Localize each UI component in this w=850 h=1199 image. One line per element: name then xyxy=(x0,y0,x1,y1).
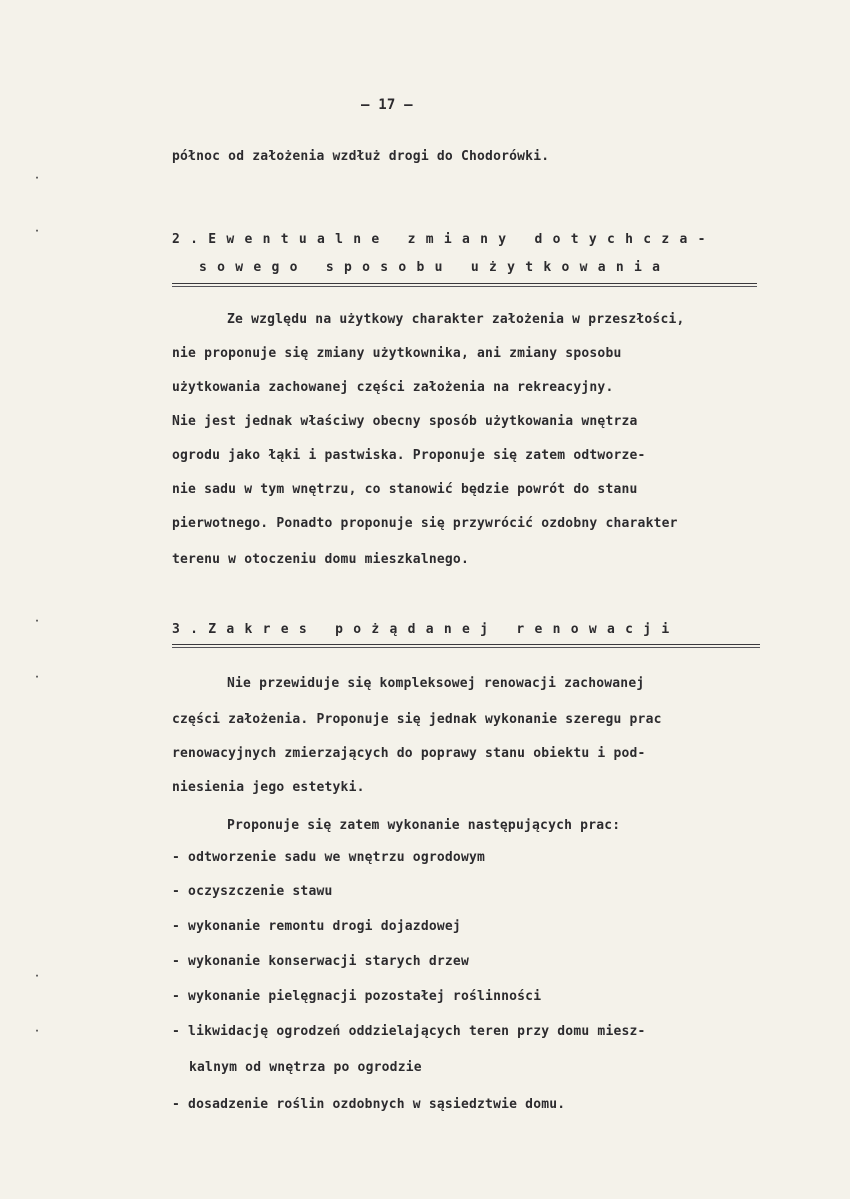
list-item-continuation: kalnym od wnętrza po ogrodzie xyxy=(189,1060,422,1075)
paragraph-line: nie sadu w tym wnętrzu, co stanowić będzie powrót do stanu xyxy=(172,482,638,497)
margin-mark: · xyxy=(34,672,41,683)
paragraph-line: Nie przewiduje się kompleksowej renowacji zachowanej xyxy=(227,676,645,691)
page-number: – 17 – xyxy=(361,97,413,113)
margin-mark: · xyxy=(34,616,41,627)
list-item: - wykonanie pielęgnacji pozostałej roślinności xyxy=(172,989,542,1004)
section-3-underline xyxy=(172,644,760,648)
paragraph-line: części założenia. Proponuje się jednak wykonanie szeregu prac xyxy=(172,712,662,727)
paragraph-line: Ze względu na użytkowy charakter założenia w przeszłości, xyxy=(227,312,685,327)
section-2-heading-line-2: sowego sposobu użytkowania xyxy=(199,260,671,275)
margin-mark: · xyxy=(34,1026,41,1037)
list-item: - dosadzenie roślin ozdobnych w sąsiedztwie domu. xyxy=(172,1097,566,1112)
list-item: - likwidację ogrodzeń oddzielających teren przy domu miesz- xyxy=(172,1024,646,1039)
paragraph-line: pierwotnego. Ponadto proponuje się przywrócić ozdobny charakter xyxy=(172,516,678,531)
list-item: - wykonanie konserwacji starych drzew xyxy=(172,954,469,969)
paragraph-line: niesienia jego estetyki. xyxy=(172,780,365,795)
margin-mark: · xyxy=(34,971,41,982)
paragraph-line: Proponuje się zatem wykonanie następujących prac: xyxy=(227,818,621,833)
margin-mark: · xyxy=(34,173,41,184)
list-item: - wykonanie remontu drogi dojazdowej xyxy=(172,919,461,934)
paragraph-line: ogrodu jako łąki i pastwiska. Proponuje się zatem odtworze- xyxy=(172,448,646,463)
section-2-underline xyxy=(172,283,757,287)
paragraph-line: północ od założenia wzdłuż drogi do Chodorówki. xyxy=(172,149,550,164)
paragraph-line: terenu w otoczeniu domu mieszkalnego. xyxy=(172,552,469,567)
paragraph-line: Nie jest jednak właściwy obecny sposób użytkowania wnętrza xyxy=(172,414,638,429)
paragraph-line: użytkowania zachowanej części założenia na rekreacyjny. xyxy=(172,380,614,395)
paragraph-line: nie proponuje się zmiany użytkownika, ani zmiany sposobu xyxy=(172,346,622,361)
margin-mark: · xyxy=(34,226,41,237)
section-2-heading-line-1: 2.Ewentualne zmiany dotychcza- xyxy=(172,232,716,247)
list-item: - oczyszczenie stawu xyxy=(172,884,333,899)
section-3-heading: 3.Zakres pożądanej renowacji xyxy=(172,622,680,637)
paragraph-line: renowacyjnych zmierzających do poprawy stanu obiektu i pod- xyxy=(172,746,646,761)
list-item: - odtworzenie sadu we wnętrzu ogrodowym xyxy=(172,850,486,865)
